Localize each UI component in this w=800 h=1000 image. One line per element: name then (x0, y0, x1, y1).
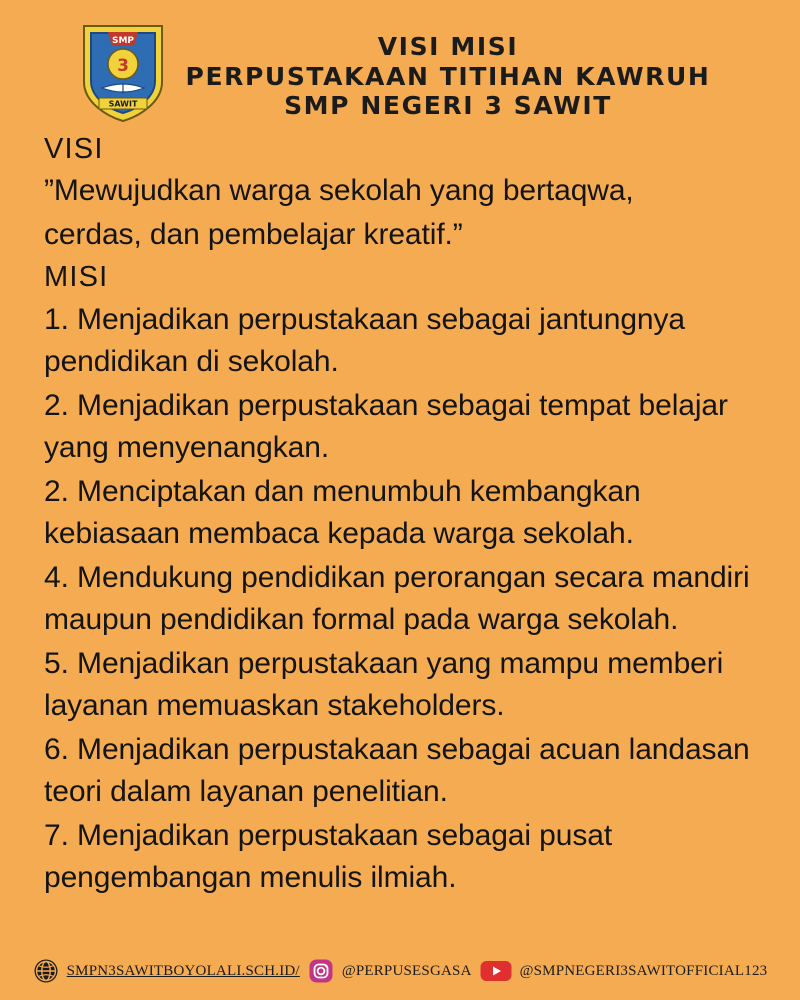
youtube-handle[interactable]: @SMPNEGERI3SAWITOFFICIAL123 (519, 962, 768, 979)
misi-item-4: 4. Mendukung pendidikan perorangan secara mandiri maupun pendidikan formal pada warga sekolah. (44, 560, 750, 636)
misi-item-3: 2. Menciptakan dan menumbuh kembangkan kebiasaan membaca kepada warga sekolah. (44, 474, 641, 550)
misi-item-7: 7. Menjadikan perpustakaan sebagai pusat pengembangan menulis ilmiah. (44, 818, 613, 894)
instagram-handle[interactable]: @PERPUSESGASA (341, 962, 472, 979)
visi-text-line-1: ”Mewujudkan warga sekolah yang bertaqwa, (44, 174, 634, 208)
poster-title-line-3: SMP NEGERI 3 SAWIT (284, 91, 612, 120)
visi-text-line-2: cerdas, dan pembelajar kreatif.” (44, 218, 463, 252)
poster-title-line-1: VISI MISI (377, 32, 519, 61)
svg-text:SMP: SMP (111, 36, 135, 46)
globe-icon (33, 958, 59, 984)
misi-heading: MISI (44, 261, 109, 294)
instagram-icon[interactable] (308, 958, 334, 984)
misi-item-5: 5. Menjadikan perpustakaan yang mampu memberi layanan memuaskan stakeholders. (44, 646, 724, 722)
poster-body (0, 130, 800, 899)
misi-item-6: 6. Menjadikan perpustakaan sebagai acuan landasan teori dalam layanan penelitian. (44, 732, 750, 808)
misi-item-1: 1. Menjadikan perpustakaan sebagai jantungnya pendidikan di sekolah. (44, 302, 685, 378)
misi-item-2: 2. Menjadikan perpustakaan sebagai tempat belajar yang menyenangkan. (44, 388, 728, 464)
svg-text:SAWIT: SAWIT (108, 99, 138, 109)
visi-heading: VISI (44, 133, 104, 165)
youtube-icon[interactable] (480, 959, 512, 983)
poster-title-block (136, 32, 760, 121)
poster-footer (0, 958, 800, 984)
poster-title-line-2: PERPUSTAKAAN TITIHAN KAWRUH (185, 61, 711, 91)
school-crest-logo (80, 20, 166, 124)
svg-text:3: 3 (117, 56, 129, 76)
poster-header (0, 0, 800, 130)
website-link[interactable]: SMPN3SAWITBOYOLALI.SCH.ID/ (66, 962, 300, 979)
